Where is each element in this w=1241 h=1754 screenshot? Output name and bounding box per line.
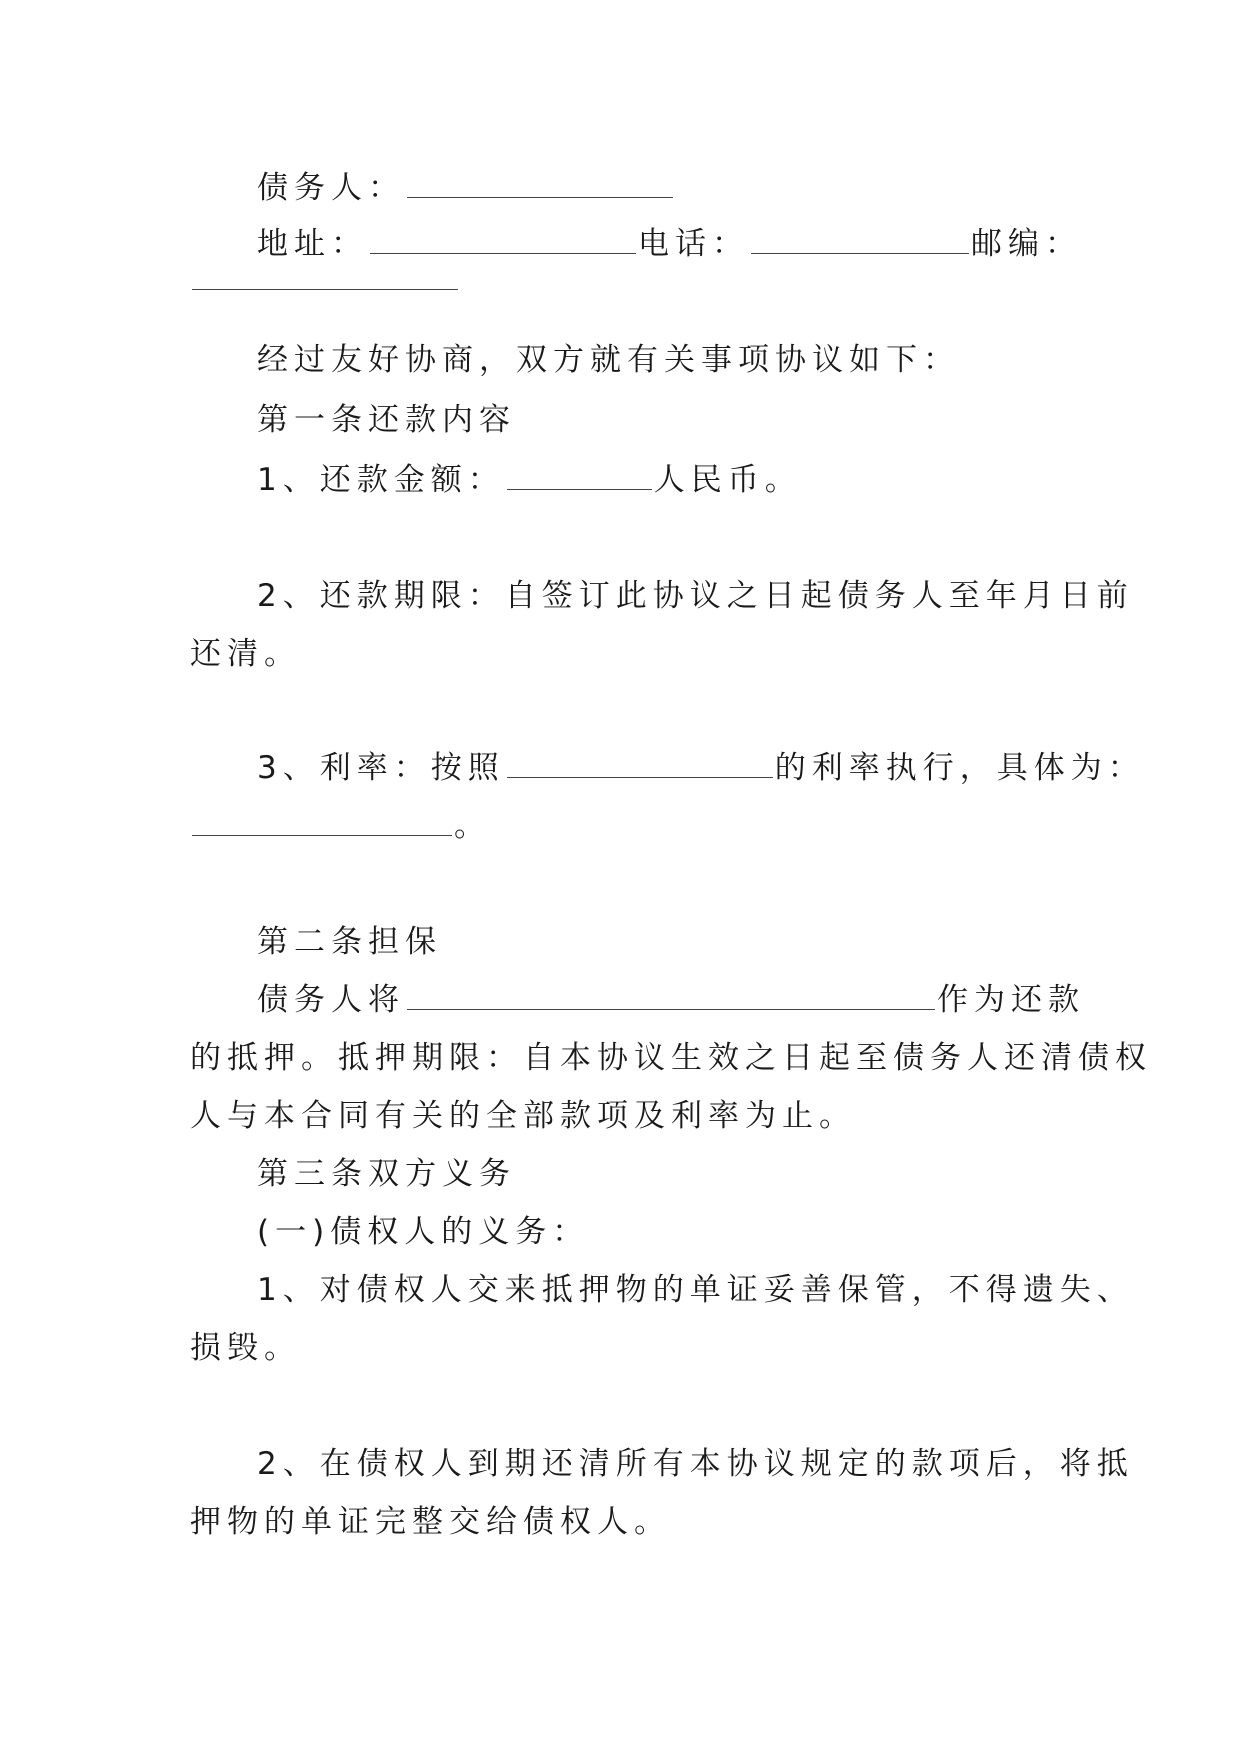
intro-text: 经过友好协商，双方就有关事项协议如下：	[257, 342, 960, 378]
rate-label: 3、利率：按照	[257, 750, 505, 786]
article3-item2-line1: 2、在债权人到期还清所有本协议规定的款项后，将抵	[257, 1446, 1134, 1482]
article1-item2-line1: 2、还款期限：自签订此协议之日起债务人至年月日前	[257, 578, 1134, 614]
article3-item1-line1: 1、对债权人交来抵押物的单证妥善保管，不得遗失、	[257, 1272, 1134, 1308]
article2-title: 第二条担保	[257, 924, 442, 960]
amount-blank	[507, 461, 652, 490]
phone-blank	[751, 225, 969, 254]
article3-item2-line2: 押物的单证完整交给债权人。	[190, 1504, 671, 1540]
rate-basis-blank	[507, 749, 773, 778]
address-blank	[370, 225, 636, 254]
phone-label: 电话：	[638, 226, 749, 262]
rate-end-mark: 。	[454, 808, 491, 844]
article2-line3: 人与本合同有关的全部款项及利率为止。	[190, 1098, 856, 1134]
debtor-line	[257, 168, 675, 208]
collateral-suffix: 作为还款	[937, 982, 1085, 1018]
article3-title: 第三条双方义务	[257, 1156, 516, 1192]
amount-label: 1、还款金额：	[257, 462, 505, 498]
article1-item3-line2	[190, 806, 491, 846]
rate-detail-blank	[192, 807, 452, 836]
contact-line	[257, 224, 1082, 264]
article1-title: 第一条还款内容	[257, 402, 516, 438]
rate-detail-label: 的利率执行，具体为：	[774, 750, 1145, 786]
article1-item1	[257, 460, 802, 500]
collateral-blank	[407, 981, 935, 1010]
article3-item1-line2: 损毁。	[190, 1330, 301, 1366]
amount-currency: 人民币。	[653, 462, 802, 498]
debtor-label: 债务人：	[257, 170, 405, 206]
article2-line2: 的抵押。抵押期限：自本协议生效之日起至债务人还清债权	[190, 1040, 1152, 1076]
address-label: 地址：	[257, 226, 368, 262]
postcode-label: 邮编：	[971, 226, 1082, 262]
debtor-blank	[407, 169, 673, 198]
article3-subtitle: (一)债权人的义务：	[257, 1214, 590, 1250]
article1-item3-line1	[257, 748, 1145, 788]
article1-item2-line2: 还清。	[190, 636, 301, 672]
postcode-blank	[192, 289, 458, 290]
article2-line1	[257, 980, 1085, 1020]
collateral-label: 债务人将	[257, 982, 405, 1018]
